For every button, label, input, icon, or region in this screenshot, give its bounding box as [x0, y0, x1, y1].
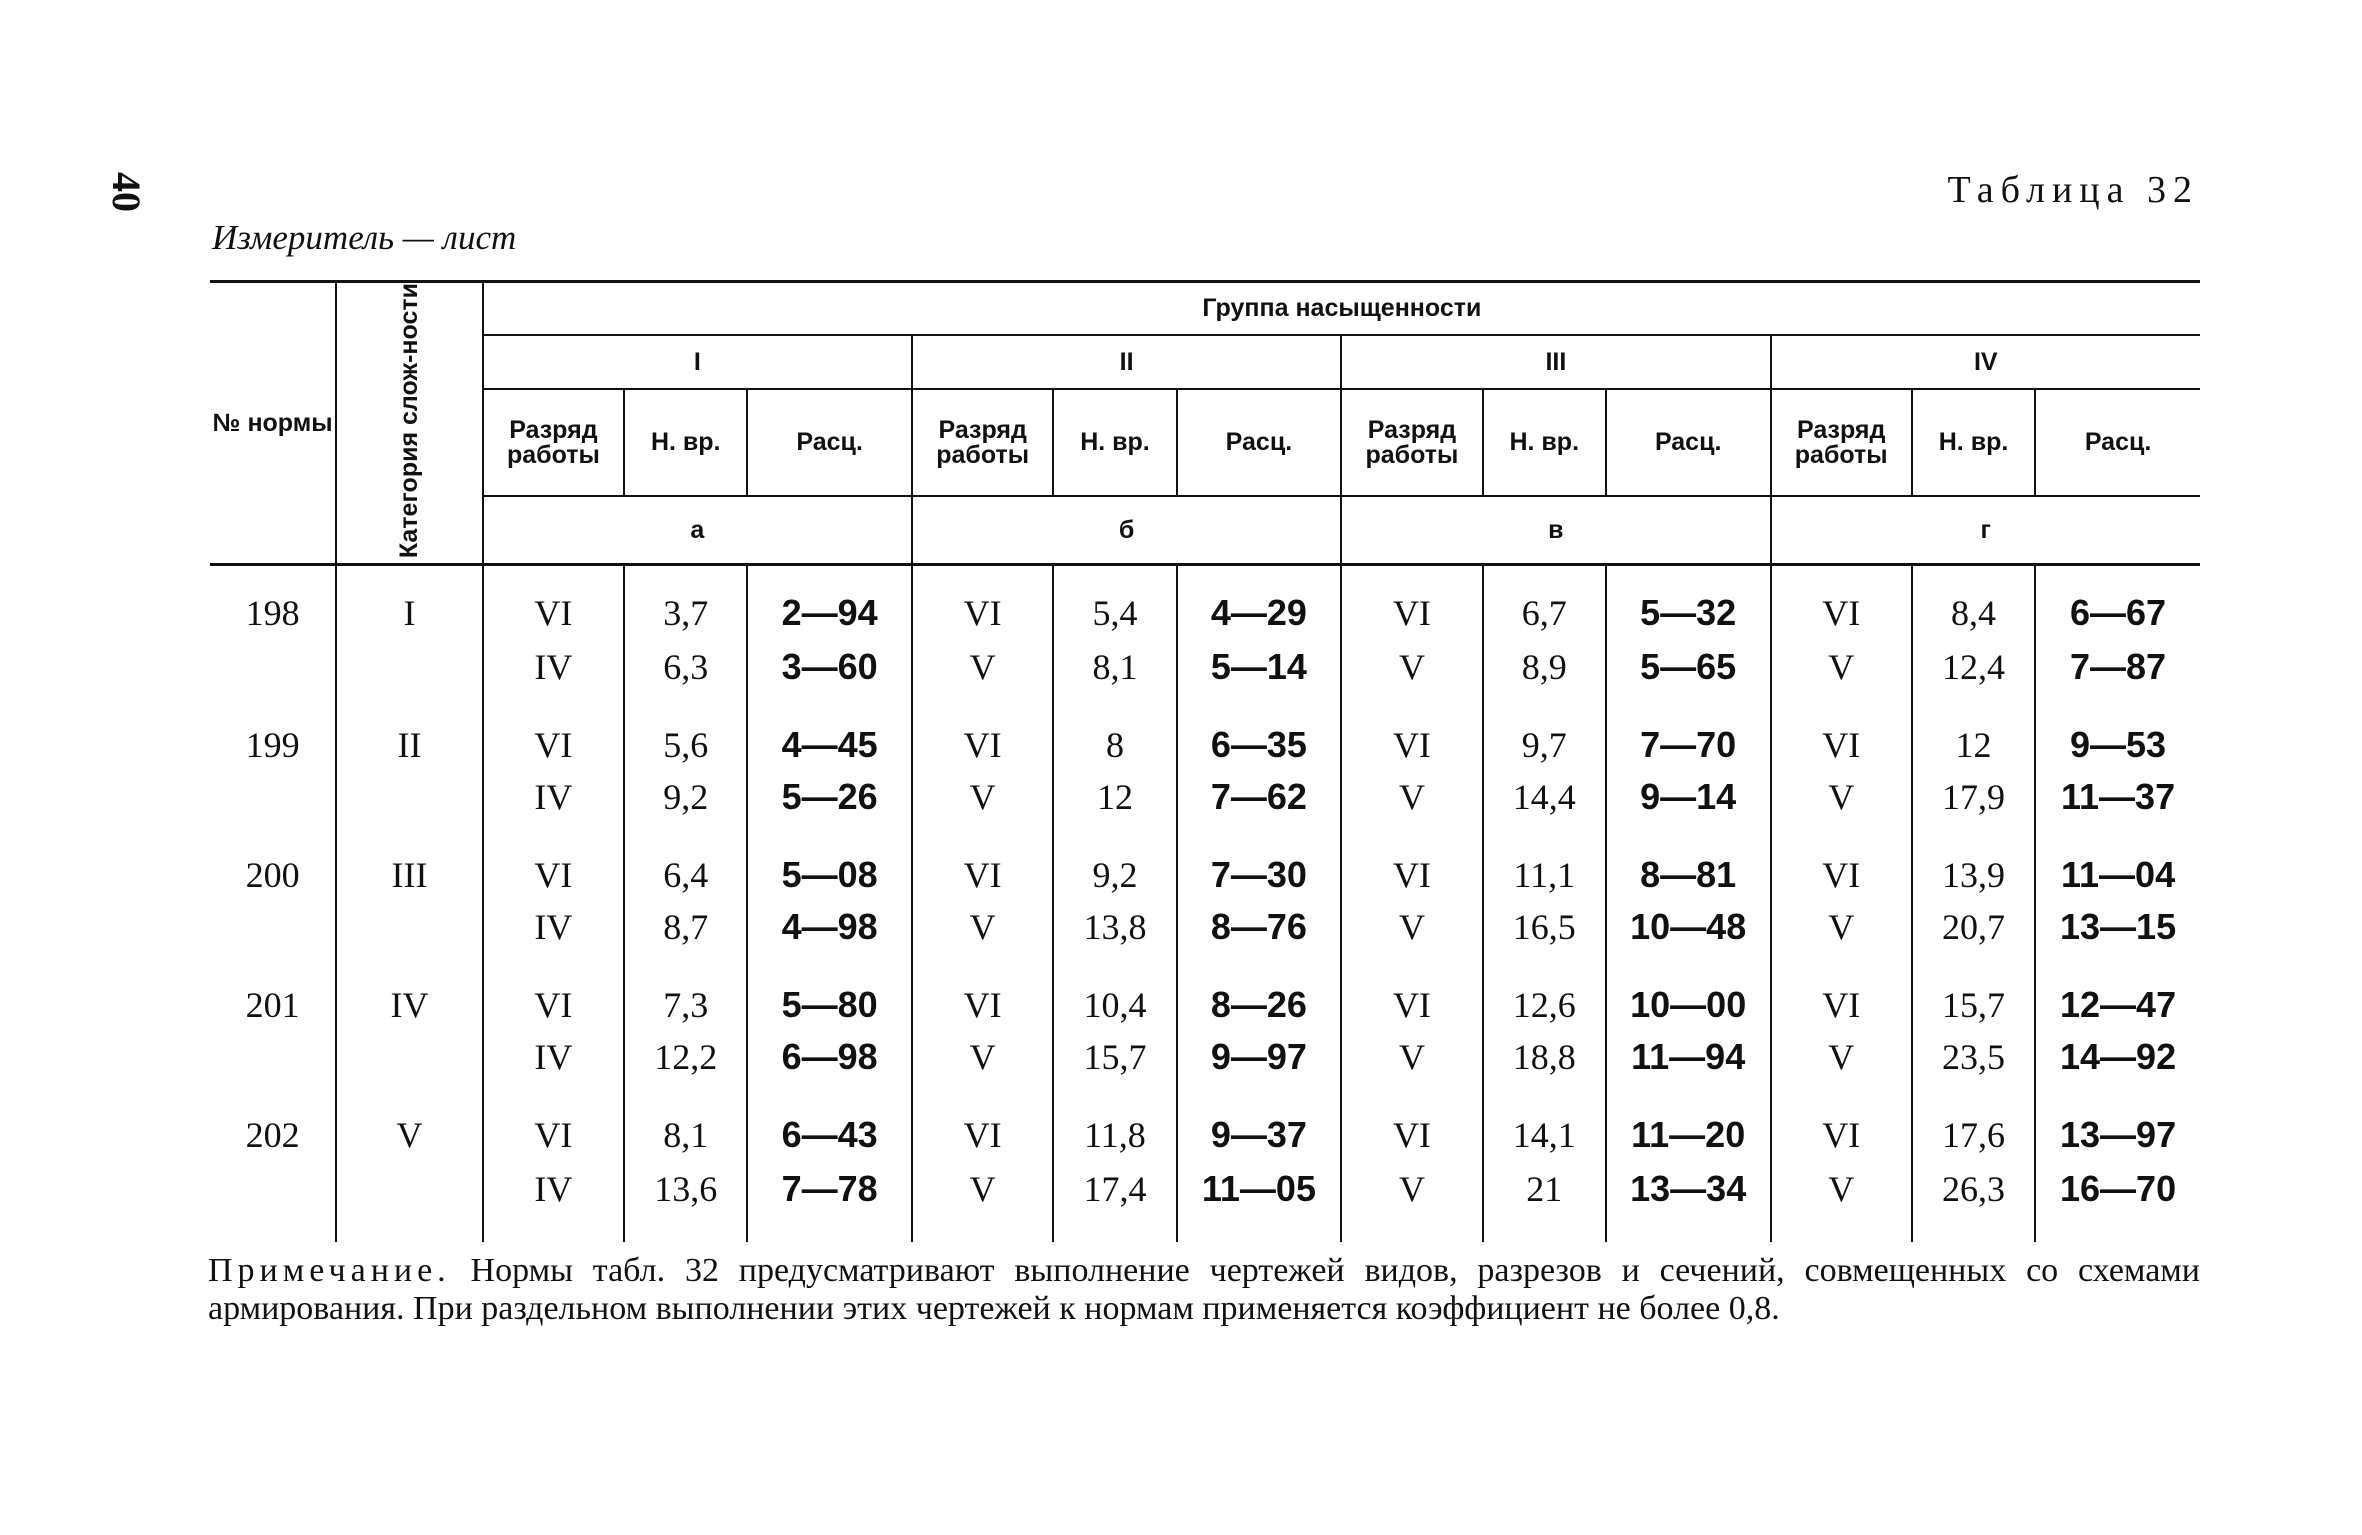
table-row: [210, 640, 2200, 694]
rank-cell: VI: [1341, 954, 1482, 1030]
time-cell: 15,7: [1912, 954, 2035, 1030]
time-cell: 6,4: [624, 824, 747, 900]
category-cell: IV: [336, 954, 482, 1030]
rate-cell: 9—14: [1606, 770, 1771, 824]
norm-number-cell: [210, 640, 336, 694]
rate-cell: 7—78: [747, 1160, 912, 1242]
header-time: Н. вр.: [624, 389, 747, 496]
time-cell: 12,2: [624, 1030, 747, 1084]
table-row: [210, 900, 2200, 954]
rank-cell: V: [1341, 900, 1482, 954]
table-row: [210, 954, 2200, 1030]
category-cell: [336, 640, 482, 694]
rank-cell: IV: [483, 1030, 624, 1084]
time-cell: 7,3: [624, 954, 747, 1030]
rank-cell: VI: [912, 824, 1053, 900]
time-cell: 12,4: [1912, 640, 2035, 694]
time-cell: 15,7: [1053, 1030, 1176, 1084]
rank-cell: VI: [483, 1084, 624, 1160]
category-cell: [336, 770, 482, 824]
category-cell: I: [336, 565, 482, 641]
rate-cell: 11—94: [1606, 1030, 1771, 1084]
time-cell: 14,1: [1483, 1084, 1606, 1160]
rank-cell: VI: [1771, 954, 1912, 1030]
table-label: Таблица 32: [1947, 169, 2199, 211]
rate-cell: 10—00: [1606, 954, 1771, 1030]
norm-number-cell: 198: [245, 593, 300, 634]
header-rate: Расц.: [1606, 389, 1771, 496]
rank-cell: V: [1341, 1030, 1482, 1084]
header-norm-number: № нормы: [210, 282, 336, 565]
header-group: Группа насыщенности: [483, 282, 2200, 336]
header-rate: Расц.: [2035, 389, 2200, 496]
time-cell: 9,7: [1483, 694, 1606, 770]
column-letter-g: г: [1771, 496, 2201, 564]
rank-cell: V: [912, 640, 1053, 694]
rate-cell: 4—45: [747, 694, 912, 770]
rate-cell: 7—30: [1177, 824, 1342, 900]
time-cell: 18,8: [1483, 1030, 1606, 1084]
time-cell: 8,4: [1912, 565, 2035, 641]
time-cell: 11,1: [1483, 824, 1606, 900]
time-cell: 5,6: [624, 694, 747, 770]
time-cell: 17,9: [1912, 770, 2035, 824]
rate-cell: 5—26: [747, 770, 912, 824]
rate-cell: 6—43: [747, 1084, 912, 1160]
rank-cell: IV: [483, 900, 624, 954]
rank-cell: VI: [1771, 1084, 1912, 1160]
rate-cell: 13—15: [2035, 900, 2200, 954]
norm-number-cell: 202: [245, 1115, 300, 1156]
rank-cell: V: [1341, 1160, 1482, 1242]
rate-cell: 6—98: [747, 1030, 912, 1084]
rank-cell: VI: [1771, 694, 1912, 770]
rate-cell: 8—26: [1177, 954, 1342, 1030]
table-note: [208, 1252, 2200, 1328]
category-cell: V: [336, 1084, 482, 1160]
rate-cell: 5—08: [747, 824, 912, 900]
header-rank: Разряд работы: [483, 389, 624, 496]
rank-cell: VI: [1341, 824, 1482, 900]
rate-cell: 16—70: [2035, 1160, 2200, 1242]
rate-cell: 7—62: [1177, 770, 1342, 824]
time-cell: 8,1: [624, 1084, 747, 1160]
table-header: [210, 282, 2200, 565]
time-cell: 3,7: [624, 565, 747, 641]
rate-cell: 11—37: [2035, 770, 2200, 824]
column-letter-a: а: [483, 496, 912, 564]
rate-cell: 7—70: [1606, 694, 1771, 770]
rate-cell: 7—87: [2035, 640, 2200, 694]
table-row: [210, 824, 2200, 900]
rate-cell: 5—14: [1177, 640, 1342, 694]
norm-number-cell: [210, 900, 336, 954]
column-letter-b: б: [912, 496, 1341, 564]
time-cell: 17,6: [1912, 1084, 2035, 1160]
rank-cell: V: [1771, 1160, 1912, 1242]
time-cell: 21: [1483, 1160, 1606, 1242]
rate-cell: 11—04: [2035, 824, 2200, 900]
time-cell: 8,1: [1053, 640, 1176, 694]
table-row: [210, 1160, 2200, 1242]
time-cell: 10,4: [1053, 954, 1176, 1030]
time-cell: 13,8: [1053, 900, 1176, 954]
rank-cell: VI: [1771, 565, 1912, 641]
time-cell: 8,9: [1483, 640, 1606, 694]
note-text: Нормы табл. 32 предусматривают выполнение чертежей видов, разрезов и сечений, совмещенных со схемами армирования. При раздельном выполнении этих чертежей к нормам применяется коэффициент не более 0,8.: [208, 1252, 2200, 1328]
time-cell: 13,9: [1912, 824, 2035, 900]
rank-cell: V: [1771, 1030, 1912, 1084]
header-time: Н. вр.: [1053, 389, 1176, 496]
rate-cell: 10—48: [1606, 900, 1771, 954]
time-cell: 11,8: [1053, 1084, 1176, 1160]
table-row: [210, 770, 2200, 824]
time-cell: 6,3: [624, 640, 747, 694]
rank-cell: IV: [483, 1160, 624, 1242]
rank-cell: VI: [1341, 694, 1482, 770]
rank-cell: VI: [912, 1084, 1053, 1160]
rate-cell: 8—76: [1177, 900, 1342, 954]
header-group-4: IV: [1771, 335, 2201, 389]
time-cell: 12: [1053, 770, 1176, 824]
norms-table: [210, 280, 2200, 1242]
table-row: [210, 565, 2200, 641]
rate-cell: 8—81: [1606, 824, 1771, 900]
time-cell: 12: [1912, 694, 2035, 770]
rank-cell: V: [912, 770, 1053, 824]
rate-cell: 4—29: [1177, 565, 1342, 641]
rank-cell: VI: [1341, 1084, 1482, 1160]
header-category-text: Категория слож-ности: [395, 283, 424, 559]
time-cell: 26,3: [1912, 1160, 2035, 1242]
rank-cell: V: [912, 1030, 1053, 1084]
rank-cell: IV: [483, 770, 624, 824]
page-number: 40: [104, 172, 149, 212]
rate-cell: 13—34: [1606, 1160, 1771, 1242]
rate-cell: 11—20: [1606, 1084, 1771, 1160]
time-cell: 8: [1053, 694, 1176, 770]
header-time: Н. вр.: [1483, 389, 1606, 496]
category-cell: [336, 1030, 482, 1084]
header-rank: Разряд работы: [912, 389, 1053, 496]
rank-cell: VI: [483, 565, 624, 641]
column-letter-v: в: [1341, 496, 1770, 564]
rate-cell: 13—97: [2035, 1084, 2200, 1160]
rate-cell: 4—98: [747, 900, 912, 954]
header-group-2: II: [912, 335, 1341, 389]
header-group-1: I: [483, 335, 912, 389]
time-cell: 20,7: [1912, 900, 2035, 954]
time-cell: 9,2: [624, 770, 747, 824]
header-time: Н. вр.: [1912, 389, 2035, 496]
rate-cell: 3—60: [747, 640, 912, 694]
rate-cell: 12—47: [2035, 954, 2200, 1030]
rank-cell: VI: [1341, 565, 1482, 641]
rate-cell: 6—35: [1177, 694, 1342, 770]
rate-cell: 9—37: [1177, 1084, 1342, 1160]
rate-cell: 6—67: [2035, 565, 2200, 641]
category-cell: II: [336, 694, 482, 770]
norm-number-cell: 201: [245, 985, 300, 1026]
rate-cell: 14—92: [2035, 1030, 2200, 1084]
table-row: [210, 1084, 2200, 1160]
rank-cell: V: [1771, 640, 1912, 694]
category-cell: [336, 900, 482, 954]
rank-cell: VI: [912, 954, 1053, 1030]
rank-cell: V: [912, 1160, 1053, 1242]
rank-cell: V: [1771, 900, 1912, 954]
norm-number-cell: 199: [245, 725, 300, 766]
rank-cell: V: [1341, 640, 1482, 694]
rank-cell: IV: [483, 640, 624, 694]
rate-cell: 11—05: [1177, 1160, 1342, 1242]
rate-cell: 2—94: [747, 565, 912, 641]
category-cell: III: [336, 824, 482, 900]
rank-cell: VI: [483, 694, 624, 770]
header-rank: Разряд работы: [1771, 389, 1912, 496]
header-group-3: III: [1341, 335, 1770, 389]
time-cell: 13,6: [624, 1160, 747, 1242]
rank-cell: VI: [483, 954, 624, 1030]
rate-cell: 5—65: [1606, 640, 1771, 694]
table-row: [210, 1030, 2200, 1084]
rate-cell: 9—53: [2035, 694, 2200, 770]
norm-number-cell: 200: [245, 855, 300, 896]
rate-cell: 9—97: [1177, 1030, 1342, 1084]
rank-cell: V: [1341, 770, 1482, 824]
time-cell: 17,4: [1053, 1160, 1176, 1242]
header-rate: Расц.: [1177, 389, 1342, 496]
table-row: [210, 694, 2200, 770]
rank-cell: V: [912, 900, 1053, 954]
header-category: [336, 282, 482, 565]
time-cell: 12,6: [1483, 954, 1606, 1030]
measure-unit: Измеритель — лист: [212, 218, 517, 257]
time-cell: 6,7: [1483, 565, 1606, 641]
rank-cell: VI: [483, 824, 624, 900]
time-cell: 9,2: [1053, 824, 1176, 900]
rank-cell: VI: [1771, 824, 1912, 900]
note-label: Примечание.: [208, 1252, 451, 1289]
table-body: [210, 565, 2200, 1243]
header-rank: Разряд работы: [1341, 389, 1482, 496]
time-cell: 23,5: [1912, 1030, 2035, 1084]
rank-cell: VI: [912, 694, 1053, 770]
time-cell: 5,4: [1053, 565, 1176, 641]
rank-cell: VI: [912, 565, 1053, 641]
time-cell: 16,5: [1483, 900, 1606, 954]
norm-number-cell: [210, 1160, 336, 1242]
norm-number-cell: [210, 1030, 336, 1084]
header-rate: Расц.: [747, 389, 912, 496]
time-cell: 8,7: [624, 900, 747, 954]
category-cell: [336, 1160, 482, 1242]
norm-number-cell: [210, 770, 336, 824]
rank-cell: V: [1771, 770, 1912, 824]
rate-cell: 5—32: [1606, 565, 1771, 641]
time-cell: 14,4: [1483, 770, 1606, 824]
rate-cell: 5—80: [747, 954, 912, 1030]
